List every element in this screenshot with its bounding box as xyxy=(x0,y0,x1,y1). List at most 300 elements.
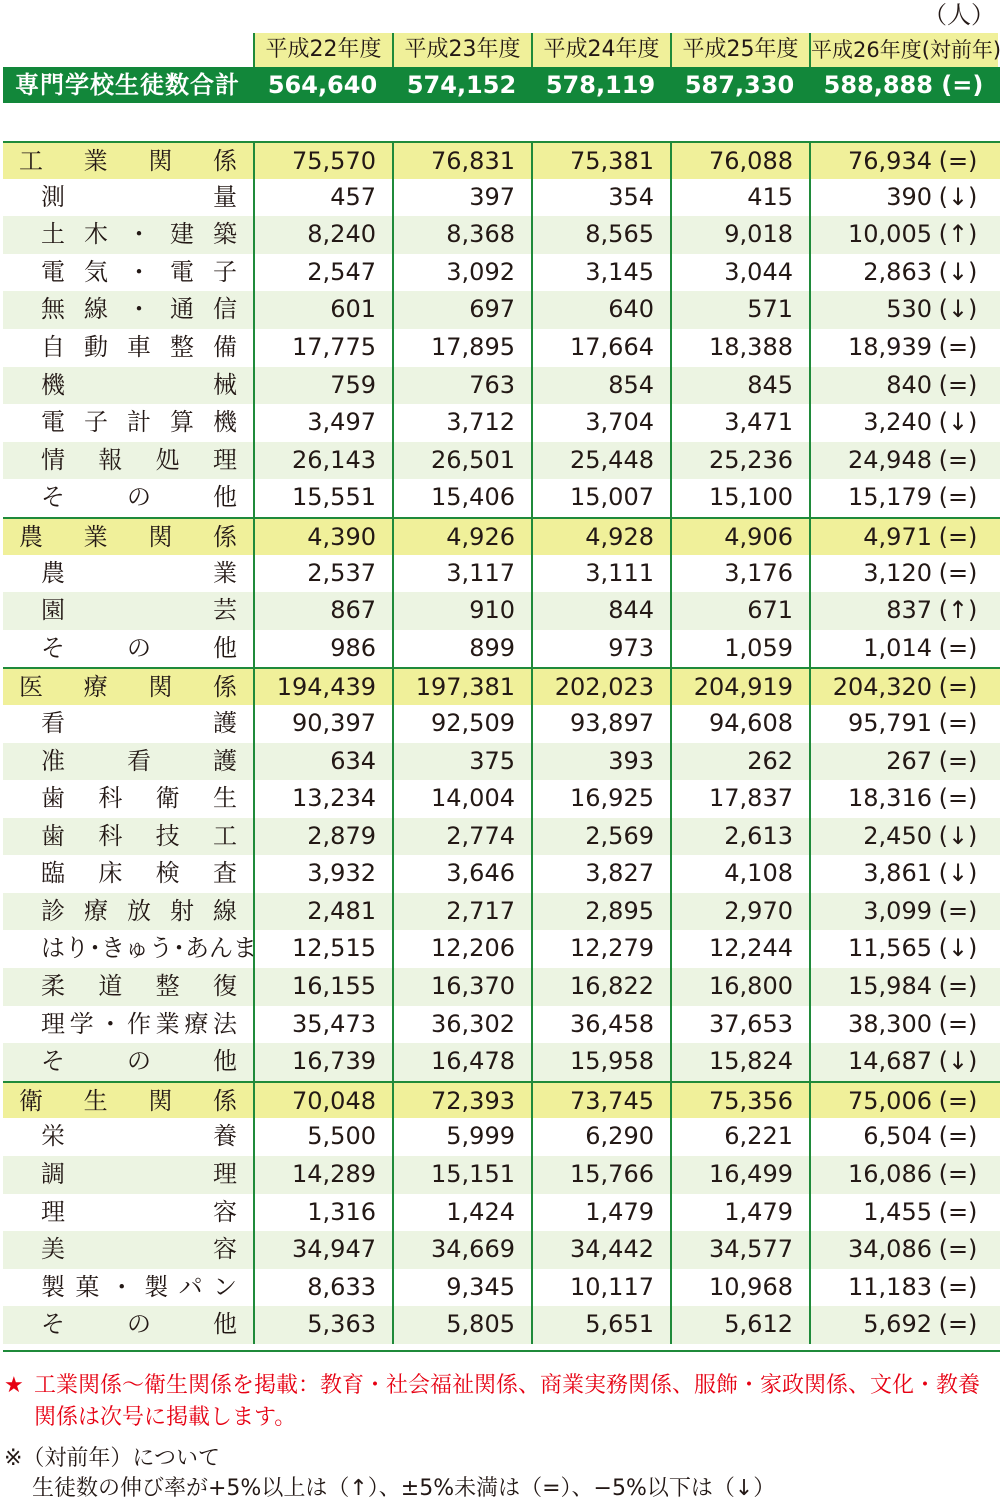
row-label: 衛生関係 xyxy=(19,1086,237,1115)
value-cell: 197,381 xyxy=(392,669,531,705)
table-row xyxy=(3,930,1000,968)
row-label-cell xyxy=(3,291,253,329)
value-cell: 202,023 xyxy=(531,669,670,705)
total-row xyxy=(3,67,1000,103)
value-cell: 94,608 xyxy=(670,705,809,743)
value-cell: 2,895 xyxy=(531,893,670,931)
total-value: 587,330 xyxy=(684,71,795,99)
value-cell: 5,363 xyxy=(253,1306,392,1344)
table-row xyxy=(3,442,1000,480)
value-cell: 3,471 xyxy=(670,404,809,442)
value-cell-with-trend xyxy=(809,1083,998,1119)
trend-mark: (=) xyxy=(938,370,978,399)
value-cell: 9,018 xyxy=(670,216,809,254)
value-cell: 3,176 xyxy=(670,555,809,593)
value-cell: 3,712 xyxy=(392,404,531,442)
trend-mark: (=) xyxy=(938,1272,978,1301)
trend-mark: (↓) xyxy=(938,859,978,888)
row-label-cell xyxy=(3,1118,253,1156)
value-cell-with-trend xyxy=(809,1043,998,1081)
value-cell-with-trend xyxy=(809,479,998,517)
value: 267 xyxy=(886,746,932,775)
value: 6,504 xyxy=(863,1122,932,1151)
value-cell: 16,499 xyxy=(670,1156,809,1194)
value-cell: 194,439 xyxy=(253,669,392,705)
row-label-cell xyxy=(3,1083,253,1119)
row-label-cell xyxy=(3,179,253,217)
row-label: 測量 xyxy=(41,182,237,211)
value-cell-with-trend xyxy=(809,893,998,931)
trend-mark: (=) xyxy=(938,522,978,551)
table-row xyxy=(3,1231,1000,1269)
value-cell: 1,424 xyxy=(392,1194,531,1232)
value-cell-with-trend xyxy=(809,630,998,668)
value-cell-with-trend xyxy=(809,367,998,405)
value-cell: 10,117 xyxy=(531,1269,670,1307)
row-label: 調理 xyxy=(41,1160,237,1189)
column-headers xyxy=(253,33,1000,67)
value: 837 xyxy=(886,596,932,625)
trend-mark: (=) xyxy=(938,708,978,737)
value-cell: 5,500 xyxy=(253,1118,392,1156)
row-label-cell xyxy=(3,519,253,555)
value-cell: 899 xyxy=(392,630,531,668)
value-cell: 671 xyxy=(670,592,809,630)
row-label: 歯科技工 xyxy=(41,821,237,850)
row-label-cell xyxy=(3,367,253,405)
table-row xyxy=(3,855,1000,893)
value: 34,086 xyxy=(848,1235,932,1264)
value-cell: 18,388 xyxy=(670,329,809,367)
value-cell-with-trend xyxy=(809,254,998,292)
value-cell: 3,827 xyxy=(531,855,670,893)
value-cell-with-trend xyxy=(809,329,998,367)
data-table xyxy=(3,141,1000,1344)
value-cell: 35,473 xyxy=(253,1006,392,1044)
row-label-cell xyxy=(3,780,253,818)
table-row xyxy=(3,893,1000,931)
table-row xyxy=(3,555,1000,593)
value-cell: 1,479 xyxy=(670,1194,809,1232)
value-cell: 10,968 xyxy=(670,1269,809,1307)
value-cell: 37,653 xyxy=(670,1006,809,1044)
value: 24,948 xyxy=(848,445,932,474)
note-legend-title: ※（対前年）について xyxy=(4,1446,220,1471)
row-label-cell xyxy=(3,479,253,517)
value-cell: 2,970 xyxy=(670,893,809,931)
value: 16,086 xyxy=(848,1160,932,1189)
row-label-cell xyxy=(3,968,253,1006)
value-cell: 375 xyxy=(392,743,531,781)
value-cell: 6,221 xyxy=(670,1118,809,1156)
value-cell: 12,515 xyxy=(253,930,392,968)
trend-mark: (=) xyxy=(938,673,978,702)
value-cell-with-trend xyxy=(809,592,998,630)
value-cell: 4,108 xyxy=(670,855,809,893)
table-row xyxy=(3,179,1000,217)
value-cell: 25,448 xyxy=(531,442,670,480)
value-cell: 34,947 xyxy=(253,1231,392,1269)
note-category-scope xyxy=(4,1370,999,1430)
value-cell: 854 xyxy=(531,367,670,405)
row-label: 臨床検査 xyxy=(41,859,237,888)
trend-mark: (=) xyxy=(938,1086,978,1115)
value-cell: 4,390 xyxy=(253,519,392,555)
row-label-cell xyxy=(3,818,253,856)
value-cell: 4,906 xyxy=(670,519,809,555)
value-cell: 204,919 xyxy=(670,669,809,705)
category-row xyxy=(3,517,1000,555)
value: 3,861 xyxy=(863,859,932,888)
table-row xyxy=(3,592,1000,630)
value-cell-with-trend xyxy=(809,1306,998,1344)
value: 38,300 xyxy=(848,1009,932,1038)
value-cell: 15,151 xyxy=(392,1156,531,1194)
table-row xyxy=(3,404,1000,442)
value-cell: 910 xyxy=(392,592,531,630)
value-cell: 17,664 xyxy=(531,329,670,367)
trend-mark: (=) xyxy=(938,1310,978,1339)
value-cell: 3,932 xyxy=(253,855,392,893)
table-row xyxy=(3,291,1000,329)
trend-mark: (↑) xyxy=(938,596,978,625)
row-label: はり･きゅう･あんま xyxy=(41,934,257,963)
trend-mark: (↓) xyxy=(938,257,978,286)
row-label: 無線・通信 xyxy=(41,295,237,324)
value: 75,006 xyxy=(848,1086,932,1115)
trend-mark: (=) xyxy=(938,445,978,474)
column-header: 平成24年度 xyxy=(531,33,670,67)
value-cell-with-trend xyxy=(809,1194,998,1232)
table-row xyxy=(3,479,1000,517)
value: 11,565 xyxy=(848,934,932,963)
trend-mark: (=) xyxy=(938,558,978,587)
row-label: 電気・電子 xyxy=(41,257,237,286)
value-cell: 262 xyxy=(670,743,809,781)
row-label-cell xyxy=(3,705,253,743)
value: 14,687 xyxy=(848,1047,932,1076)
value-cell-with-trend xyxy=(809,1118,998,1156)
value-cell-with-trend xyxy=(809,818,998,856)
value-cell-with-trend xyxy=(809,291,998,329)
trend-mark: (=) xyxy=(938,1235,978,1264)
value-cell: 9,345 xyxy=(392,1269,531,1307)
trend-mark: (↓) xyxy=(938,182,978,211)
row-label-cell xyxy=(3,1006,253,1044)
table-row xyxy=(3,818,1000,856)
value: 204,320 xyxy=(832,673,932,702)
row-label: 園芸 xyxy=(41,596,237,625)
row-label: 農業関係 xyxy=(19,522,237,551)
value-cell-with-trend xyxy=(809,743,998,781)
row-label: 歯科衛生 xyxy=(41,784,237,813)
value-cell: 973 xyxy=(531,630,670,668)
value-cell-with-trend xyxy=(809,1269,998,1307)
table-row xyxy=(3,1306,1000,1344)
trend-mark: (↑) xyxy=(938,220,978,249)
row-label: 農業 xyxy=(41,558,237,587)
value-cell: 26,143 xyxy=(253,442,392,480)
value: 1,455 xyxy=(863,1197,932,1226)
value-cell-with-trend xyxy=(809,179,998,217)
value-cell: 36,302 xyxy=(392,1006,531,1044)
value-cell: 5,805 xyxy=(392,1306,531,1344)
row-label-cell xyxy=(3,669,253,705)
trend-mark: (=) xyxy=(938,1009,978,1038)
value-cell: 14,004 xyxy=(392,780,531,818)
value: 2,863 xyxy=(863,257,932,286)
column-header: 平成26年度(対前年) xyxy=(809,33,998,67)
row-label: 准看護 xyxy=(41,746,237,775)
value: 76,934 xyxy=(848,147,932,175)
value-cell-with-trend xyxy=(809,442,998,480)
value-cell: 2,537 xyxy=(253,555,392,593)
value-cell: 2,481 xyxy=(253,893,392,931)
column-header: 平成23年度 xyxy=(392,33,531,67)
value-cell: 571 xyxy=(670,291,809,329)
star-icon: ★ xyxy=(4,1373,24,1398)
value-cell-with-trend xyxy=(809,519,998,555)
row-label-cell xyxy=(3,143,253,179)
note-legend-body: 生徒数の伸び率が+5%以上は（↑）、±5%未満は（=）、−5%以下は（↓） xyxy=(32,1476,776,1501)
table-row xyxy=(3,216,1000,254)
value-cell-with-trend xyxy=(809,705,998,743)
value: 840 xyxy=(886,370,932,399)
value-cell: 13,234 xyxy=(253,780,392,818)
value-cell: 12,244 xyxy=(670,930,809,968)
value-cell: 5,612 xyxy=(670,1306,809,1344)
row-label: 栄養 xyxy=(41,1122,237,1151)
table-row xyxy=(3,367,1000,405)
table-row xyxy=(3,1269,1000,1307)
value-cell-with-trend xyxy=(809,855,998,893)
value-cell: 2,613 xyxy=(670,818,809,856)
row-label: 土木・建築 xyxy=(41,220,237,249)
row-label-cell xyxy=(3,930,257,968)
row-label-cell xyxy=(3,1306,253,1344)
value-cell: 457 xyxy=(253,179,392,217)
value-cell: 12,279 xyxy=(531,930,670,968)
value-cell: 354 xyxy=(531,179,670,217)
value-cell: 6,290 xyxy=(531,1118,670,1156)
trend-mark: (=) xyxy=(938,972,978,1001)
row-label-cell xyxy=(3,329,253,367)
value-cell: 34,577 xyxy=(670,1231,809,1269)
row-label-cell xyxy=(3,254,253,292)
value-cell: 8,240 xyxy=(253,216,392,254)
value-cell: 15,766 xyxy=(531,1156,670,1194)
row-label: その他 xyxy=(41,1310,237,1339)
table-row xyxy=(3,630,1000,668)
table-bottom-divider xyxy=(3,1350,1000,1352)
value-cell: 76,831 xyxy=(392,143,531,179)
value-cell-with-trend xyxy=(809,930,998,968)
value: 15,984 xyxy=(848,972,932,1001)
value: 3,099 xyxy=(863,896,932,925)
value-cell: 16,822 xyxy=(531,968,670,1006)
value-cell: 92,509 xyxy=(392,705,531,743)
column-header: 平成25年度 xyxy=(670,33,809,67)
table-row xyxy=(3,1118,1000,1156)
table-row xyxy=(3,1043,1000,1081)
value-cell: 15,100 xyxy=(670,479,809,517)
row-label-cell xyxy=(3,630,253,668)
trend-mark: (=) xyxy=(938,1197,978,1226)
table-row xyxy=(3,1006,1000,1044)
category-row xyxy=(3,1081,1000,1119)
value-cell: 4,928 xyxy=(531,519,670,555)
value-cell: 3,145 xyxy=(531,254,670,292)
value-cell: 2,774 xyxy=(392,818,531,856)
value: 18,939 xyxy=(848,332,932,361)
value: 5,692 xyxy=(863,1310,932,1339)
value-cell: 16,370 xyxy=(392,968,531,1006)
value-cell: 16,739 xyxy=(253,1043,392,1081)
value-cell: 70,048 xyxy=(253,1083,392,1119)
unit-label: （人） xyxy=(923,1,995,29)
value-cell: 1,479 xyxy=(531,1194,670,1232)
value-cell: 3,092 xyxy=(392,254,531,292)
row-label-cell xyxy=(3,893,253,931)
value-cell: 393 xyxy=(531,743,670,781)
value: 18,316 xyxy=(848,784,932,813)
trend-mark: (=) xyxy=(938,147,978,175)
value: 3,120 xyxy=(863,558,932,587)
value-cell: 26,501 xyxy=(392,442,531,480)
value-cell: 845 xyxy=(670,367,809,405)
value-cell: 15,824 xyxy=(670,1043,809,1081)
value-cell: 8,368 xyxy=(392,216,531,254)
value-cell: 640 xyxy=(531,291,670,329)
column-header: 平成22年度 xyxy=(253,33,392,67)
table-row xyxy=(3,780,1000,818)
row-label: 工業関係 xyxy=(19,147,237,175)
table-row xyxy=(3,254,1000,292)
table-row xyxy=(3,705,1000,743)
value-cell: 16,800 xyxy=(670,968,809,1006)
value-cell-with-trend xyxy=(809,1006,998,1044)
trend-mark: (↓) xyxy=(938,821,978,850)
trend-mark: (=) xyxy=(938,1122,978,1151)
table-row xyxy=(3,1156,1000,1194)
value-cell-with-trend xyxy=(809,780,998,818)
value-cell: 72,393 xyxy=(392,1083,531,1119)
value-cell: 2,569 xyxy=(531,818,670,856)
total-label: 専門学校生徒数合計 xyxy=(15,71,240,99)
value-cell-with-trend xyxy=(809,404,998,442)
table-row xyxy=(3,329,1000,367)
value-cell: 75,381 xyxy=(531,143,670,179)
value: 11,183 xyxy=(848,1272,932,1301)
row-label: 製菓・製パン xyxy=(41,1272,237,1301)
trend-mark: (↓) xyxy=(938,408,978,437)
row-label-cell xyxy=(3,555,253,593)
row-label-cell xyxy=(3,855,253,893)
value-cell: 73,745 xyxy=(531,1083,670,1119)
row-label-cell xyxy=(3,1231,253,1269)
value: 15,179 xyxy=(848,483,932,512)
row-label: 自動車整備 xyxy=(41,332,237,361)
row-label: その他 xyxy=(41,633,237,662)
table-row xyxy=(3,1194,1000,1232)
value-cell: 8,565 xyxy=(531,216,670,254)
value-cell: 15,007 xyxy=(531,479,670,517)
value-cell: 986 xyxy=(253,630,392,668)
value-cell: 15,958 xyxy=(531,1043,670,1081)
row-label-cell xyxy=(3,1194,253,1232)
row-label: 医療関係 xyxy=(19,673,237,702)
value-cell: 5,999 xyxy=(392,1118,531,1156)
value-cell: 15,551 xyxy=(253,479,392,517)
value-cell: 1,316 xyxy=(253,1194,392,1232)
value-cell: 36,458 xyxy=(531,1006,670,1044)
value: 390 xyxy=(886,182,932,211)
value-cell-with-trend xyxy=(809,1156,998,1194)
total-value: 564,640 xyxy=(267,71,378,99)
trend-mark: (=) xyxy=(938,746,978,775)
value-cell: 5,651 xyxy=(531,1306,670,1344)
value-cell: 14,289 xyxy=(253,1156,392,1194)
note-legend xyxy=(4,1444,999,1504)
value: 3,240 xyxy=(863,408,932,437)
row-label: 看護 xyxy=(41,708,237,737)
value-cell: 759 xyxy=(253,367,392,405)
trend-mark: (=) xyxy=(938,896,978,925)
value-cell: 17,895 xyxy=(392,329,531,367)
value-cell: 75,356 xyxy=(670,1083,809,1119)
trend-mark: (↓) xyxy=(938,1047,978,1076)
value-cell: 16,478 xyxy=(392,1043,531,1081)
total-value: 574,152 xyxy=(406,71,517,99)
value-cell: 1,059 xyxy=(670,630,809,668)
value-cell: 2,717 xyxy=(392,893,531,931)
category-row xyxy=(3,141,1000,179)
table-row xyxy=(3,743,1000,781)
value-cell: 397 xyxy=(392,179,531,217)
value-cell-with-trend xyxy=(809,669,998,705)
value-cell-with-trend xyxy=(809,216,998,254)
value-cell: 3,044 xyxy=(670,254,809,292)
category-row xyxy=(3,667,1000,705)
row-label: 機械 xyxy=(41,370,237,399)
value-cell: 93,897 xyxy=(531,705,670,743)
trend-mark: (=) xyxy=(938,332,978,361)
value-cell: 34,669 xyxy=(392,1231,531,1269)
value-cell: 844 xyxy=(531,592,670,630)
row-label-cell xyxy=(3,743,253,781)
row-label: 美容 xyxy=(41,1235,237,1264)
value-cell: 3,497 xyxy=(253,404,392,442)
row-label: その他 xyxy=(41,483,237,512)
value-cell: 634 xyxy=(253,743,392,781)
value: 2,450 xyxy=(863,821,932,850)
row-label-cell xyxy=(3,404,253,442)
row-label-cell xyxy=(3,216,253,254)
note-text: 工業関係〜衛生関係を掲載：教育・社会福祉関係、商業実務関係、服飾・家政関係、文化・教養関係は次号に掲載します。 xyxy=(34,1373,981,1430)
value-cell: 3,117 xyxy=(392,555,531,593)
value-cell-with-trend xyxy=(809,143,998,179)
row-label-cell xyxy=(3,1156,253,1194)
value-cell: 601 xyxy=(253,291,392,329)
trend-mark: (=) xyxy=(938,633,978,662)
trend-mark: (↓) xyxy=(938,295,978,324)
value-cell: 75,570 xyxy=(253,143,392,179)
row-label-cell xyxy=(3,442,253,480)
value-cell: 3,111 xyxy=(531,555,670,593)
trend-mark: (=) xyxy=(938,784,978,813)
value-cell: 15,406 xyxy=(392,479,531,517)
trend-mark: (=) xyxy=(938,483,978,512)
